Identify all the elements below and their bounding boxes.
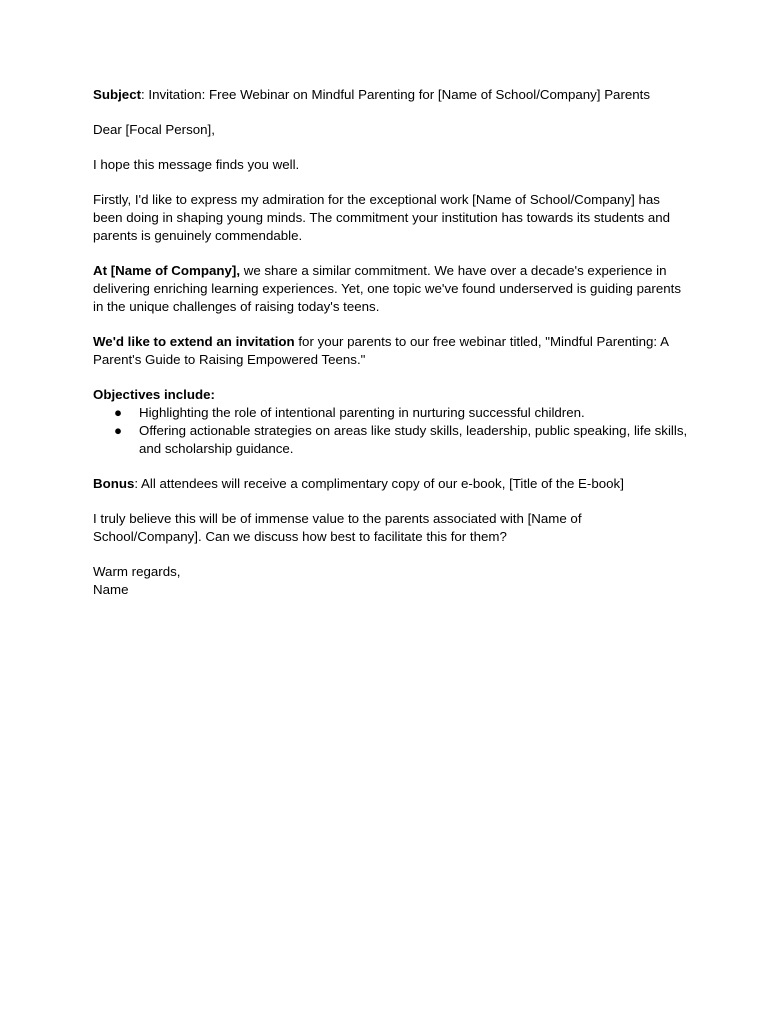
bonus-text: : All attendees will receive a complimentary copy of our e-book, [Title of the E-book] xyxy=(134,476,624,491)
signature-name: Name xyxy=(93,582,129,597)
objectives-list xyxy=(93,404,693,458)
list-item xyxy=(93,404,693,422)
list-item xyxy=(93,422,693,458)
subject-line xyxy=(93,86,693,104)
bullet-icon: ● xyxy=(114,405,123,420)
company-label: At [Name of Company], xyxy=(93,263,241,278)
company-paragraph xyxy=(93,262,693,316)
objectives-heading: Objectives include: xyxy=(93,387,215,402)
opening-line: I hope this message finds you well. xyxy=(93,157,300,172)
admiration-paragraph: Firstly, I'd like to express my admiration for the exceptional work [Name of School/Company] has been doing in shaping young minds. The commitment your institution has towards its students and parents is genuinely commendable. xyxy=(93,192,671,243)
greeting: Dear [Focal Person], xyxy=(93,122,215,137)
objective-text: Offering actionable strategies on areas like study skills, leadership, public speaking, life skills, and scholarship guidance. xyxy=(139,423,688,456)
invitation-paragraph xyxy=(93,333,693,369)
closing-paragraph: I truly believe this will be of immense value to the parents associated with [Name of School/Company]. Can we discuss how best to facilitate this for them? xyxy=(93,511,582,544)
invitation-label: We'd like to extend an invitation xyxy=(93,334,295,349)
signoff: Warm regards, xyxy=(93,564,181,579)
bonus-paragraph xyxy=(93,475,693,493)
bullet-icon: ● xyxy=(114,423,123,438)
signature-block xyxy=(93,563,693,599)
invitation-text: for your parents to our free webinar titled, "Mindful Parenting: A Parent's Guide to Raising Empowered Teens." xyxy=(93,334,669,367)
email-document xyxy=(93,86,693,599)
subject-text: : Invitation: Free Webinar on Mindful Parenting for [Name of School/Company] Parents xyxy=(141,87,651,102)
objective-text: Highlighting the role of intentional parenting in nurturing successful children. xyxy=(139,405,585,420)
company-text: we share a similar commitment. We have over a decade's experience in delivering enriching learning experiences. Yet, one topic we've found underserved is guiding parents in the unique challenges of raising today's teens. xyxy=(93,263,681,314)
subject-label: Subject xyxy=(93,87,142,102)
bonus-label: Bonus xyxy=(93,476,135,491)
